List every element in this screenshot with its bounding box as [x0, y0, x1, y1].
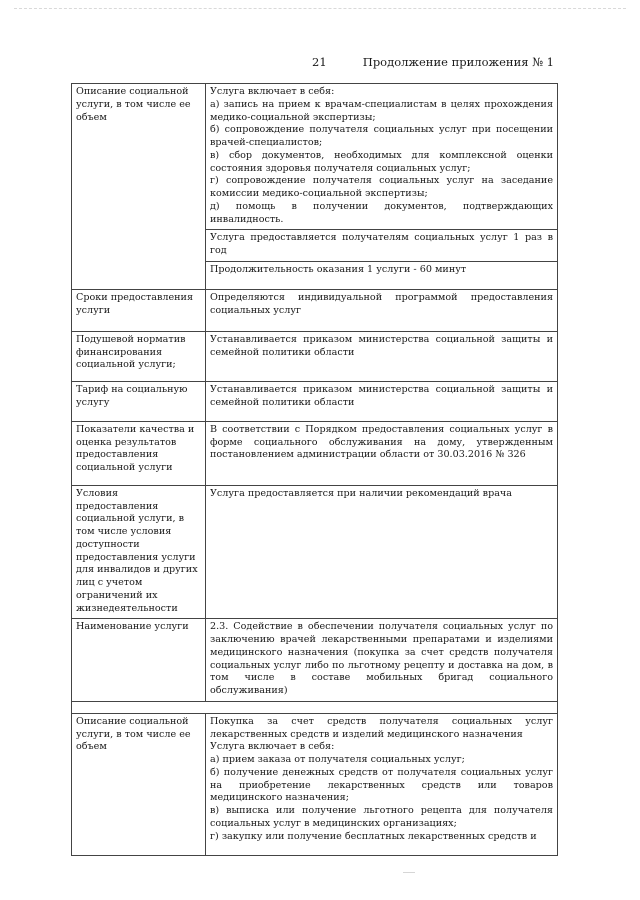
- page-top-edge: [14, 8, 626, 9]
- row-value: 2.3. Содействие в обеспечении получателя социальных услуг по заключению врачей лекарственными препаратами и изделиями медицинского назначения (покупка за счет средств получателя социальных услуг либо по льготному рецепту и доставка на дом, в том числе в составе мобильных бригад социального обслуживания): [206, 619, 558, 702]
- row-label: Подушевой норматив финансирования социальной услуги;: [72, 331, 206, 381]
- service-table: [71, 83, 558, 856]
- text-line: а) запись на прием к врачам-специалистам в целях прохождения медико-социальной экспертизы;: [210, 98, 553, 123]
- row-label: Описание социальной услуги, в том числе ее объем: [72, 713, 206, 855]
- frequency-cell: Услуга предоставляется получателям социальных услуг 1 раз в год: [206, 230, 558, 262]
- table-row: [72, 619, 558, 702]
- text-line: б) получение денежных средств от получателя социальных услуг на приобретение лекарственных средств или товаров медицинского назначения;: [210, 766, 553, 804]
- table-row: [72, 485, 558, 619]
- text-line: г) закупку или получение бесплатных лекарственных средств и: [210, 830, 537, 842]
- annex-label: Продолжение приложения № 1: [362, 55, 554, 69]
- table-row: [72, 381, 558, 421]
- page-number: 21: [312, 55, 327, 69]
- scan-mark: [403, 872, 415, 873]
- row-label: Условия предоставления социальной услуги, в том числе условия доступности предоставления услуги для инвалидов и других лиц с учетом ограничений их жизнедеятельности: [72, 485, 206, 619]
- row-value: Устанавливается приказом министерства социальной защиты и семейной политики области: [206, 331, 558, 381]
- duration-cell: Продолжительность оказания 1 услуги - 60 минут: [206, 261, 558, 289]
- text-line: Услуга включает в себя:: [210, 86, 335, 97]
- table-row: [72, 84, 558, 230]
- table-row: [72, 421, 558, 485]
- text-line: д) помощь в получении документов, подтверждающих инвалидность.: [210, 200, 553, 225]
- row-value: [206, 713, 558, 855]
- text-line: Покупка за счет средств получателя социальных услуг лекарственных средств и изделий медицинского назначения: [210, 715, 553, 740]
- row-label: Тариф на социальную услугу: [72, 381, 206, 421]
- row-value: Услуга предоставляется при наличии рекомендаций врача: [206, 485, 558, 619]
- text-line: в) выписка или получение льготного рецепта для получателя социальных услуг в медицинских организациях;: [210, 805, 553, 829]
- text-line: а) прием заказа от получателя социальных услуг;: [210, 754, 465, 765]
- row-label: Наименование услуги: [72, 619, 206, 702]
- row-label: Показатели качества и оценка результатов предоставления социальной услуги: [72, 421, 206, 485]
- row-value: Определяются индивидуальной программой предоставления социальных услуг: [206, 289, 558, 331]
- text-line: б) сопровождение получателя социальных услуг при посещении врачей-специалистов;: [210, 124, 553, 148]
- row-value: [206, 84, 558, 230]
- table-row: [72, 331, 558, 381]
- row-label: Сроки предоставления услуги: [72, 289, 206, 331]
- page-header: [0, 55, 640, 75]
- row-label: Описание социальной услуги, в том числе ее объем: [72, 84, 206, 290]
- row-value: Устанавливается приказом министерства социальной защиты и семейной политики области: [206, 381, 558, 421]
- row-value: В соответствии с Порядком предоставления социальных услуг в форме социального обслуживания на дому, утвержденным постановлением администрации области от 30.03.2016 № 326: [206, 421, 558, 485]
- text-line: в) сбор документов, необходимых для комплексной оценки состояния здоровья получателя социальных услуг;: [210, 149, 553, 174]
- text-line: Услуга включает в себя:: [210, 741, 335, 753]
- text-line: г) сопровождение получателя социальных услуг на заседание комиссии медико-социальной экспертизы;: [210, 175, 553, 199]
- table-row: [72, 289, 558, 331]
- table-row: [72, 713, 558, 855]
